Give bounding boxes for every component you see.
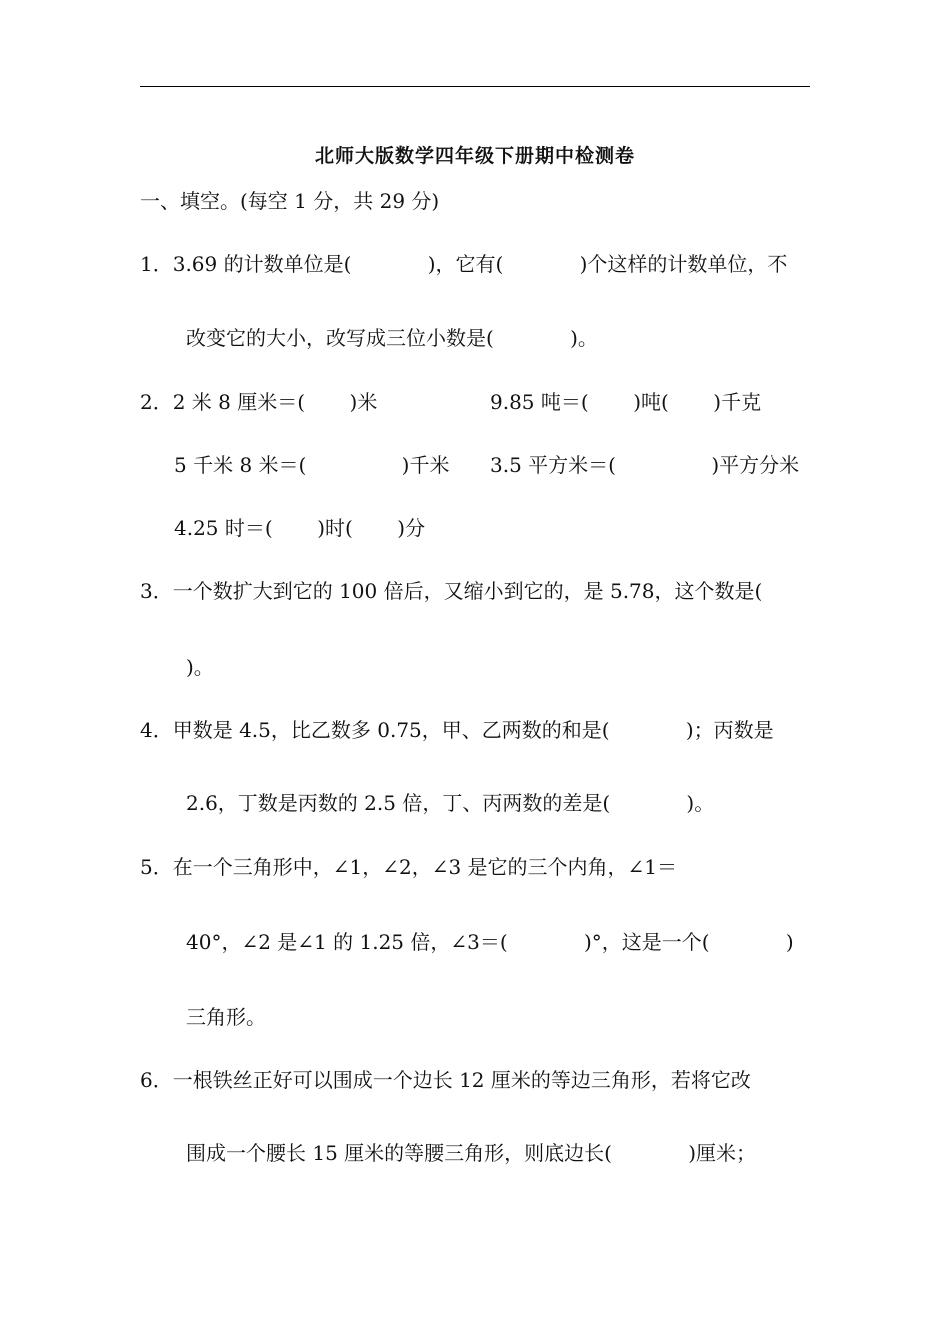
section-heading: 一、填空。(每空 1 分，共 29 分)	[140, 189, 440, 213]
q5-line2: 40°，∠2 是∠1 的 1.25 倍，∠3＝( )°，这是一个( )	[186, 930, 794, 954]
q2-item-c: 5 千米 8 米＝( )千米	[174, 453, 450, 477]
q2-item-b: 9.85 吨＝( )吨( )千克	[490, 390, 762, 414]
q4-line2: 2.6，丁数是丙数的 2.5 倍，丁、丙两数的差是( )。	[186, 791, 715, 815]
q1-line1: 1．3.69 的计数单位是( )，它有( )个这样的计数单位，不	[140, 252, 788, 276]
header-rule	[140, 86, 810, 87]
q4-line1: 4．甲数是 4.5，比乙数多 0.75，甲、乙两数的和是( )；丙数是	[140, 718, 774, 742]
q1-line2: 改变它的大小，改写成三位小数是( )。	[186, 326, 598, 350]
q5-line3: 三角形。	[186, 1005, 266, 1029]
page-title: 北师大版数学四年级下册期中检测卷	[314, 145, 635, 167]
q6-line2: 围成一个腰长 15 厘米的等腰三角形，则底边长( )厘米；	[186, 1141, 757, 1165]
q3-line1: 3．一个数扩大到它的 100 倍后，又缩小到它的，是 5.78，这个数是(	[140, 579, 763, 603]
q6-line1: 6．一根铁丝正好可以围成一个边长 12 厘米的等边三角形，若将它改	[140, 1068, 751, 1092]
q2-item-e: 4.25 时＝( )时( )分	[174, 516, 426, 540]
q2-item-a: 2．2 米 8 厘米＝( )米	[140, 390, 378, 414]
q3-line2: )。	[186, 655, 214, 679]
q5-line1: 5．在一个三角形中，∠1，∠2，∠3 是它的三个内角，∠1＝	[140, 855, 678, 879]
q2-item-d: 3.5 平方米＝( )平方分米	[490, 453, 800, 477]
